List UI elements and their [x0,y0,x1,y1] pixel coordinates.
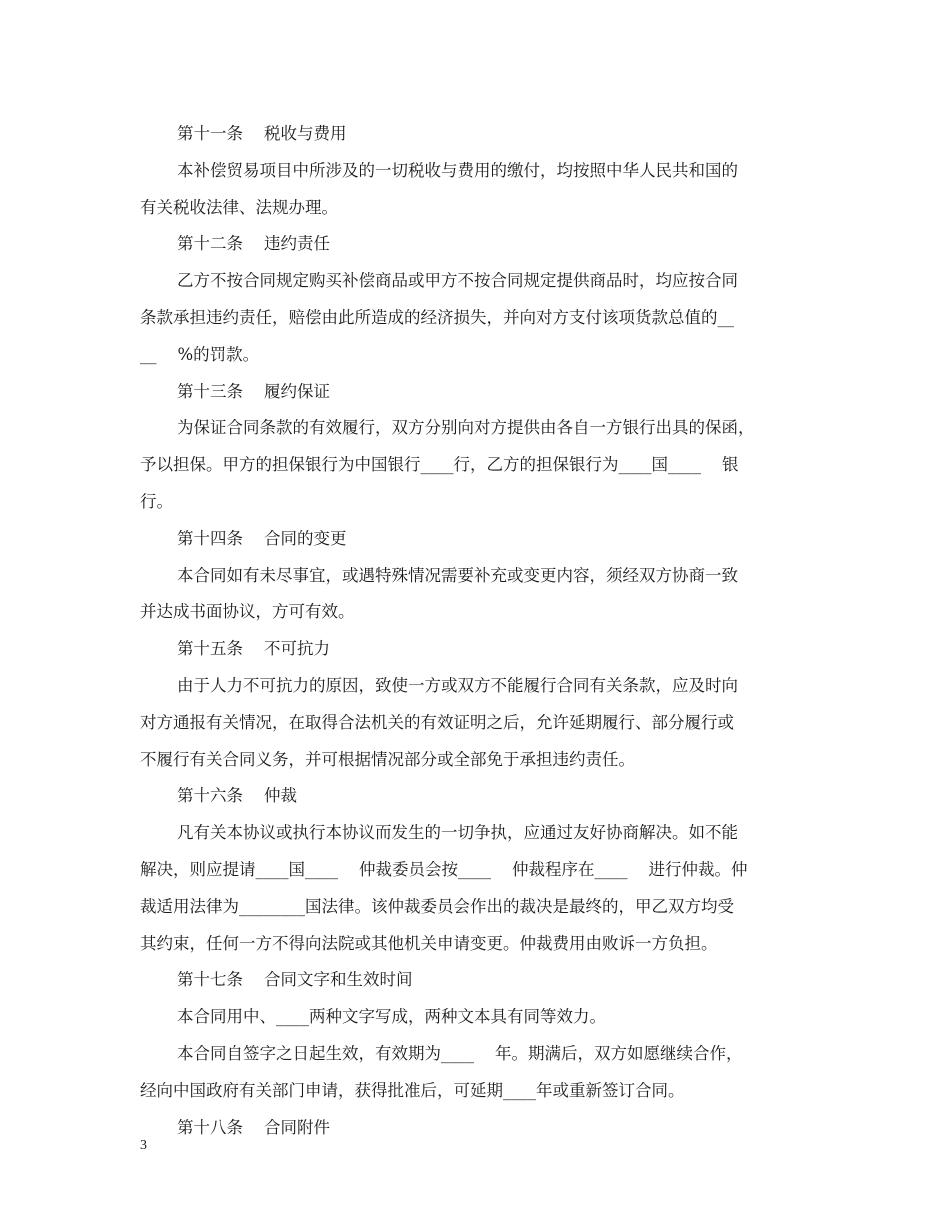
document-body [140,116,820,1146]
paragraph-line: 并达成书面协议，方可有效。 [140,602,355,622]
paragraph-line: 其约束，任何一方不得向法院或其他机关申请变更。仲裁费用由败诉一方负担。 [140,933,718,953]
paragraph-line: 本合同如有未尽事宜，或遇特殊情况需要补充或变更内容，须经双方协商一致 [177,565,738,585]
paragraph-line: 乙方不按合同规定购买补偿商品或甲方不按合同规定提供商品时，均应按合同 [177,271,738,291]
paragraph-line: 本补偿贸易项目中所涉及的一切税收与费用的缴付，均按照中华人民共和国的 [177,160,738,180]
article-16-heading: 第十六条 仲裁 [177,786,297,806]
paragraph-line: 裁适用法律为________国法律。该仲裁委员会作出的裁决是最终的，甲乙双方均受 [140,896,734,916]
paragraph-line: 由于人力不可抗力的原因，致使一方或双方不能履行合同有关条款，应及时向 [177,675,738,695]
paragraph-line: 条款承担违约责任，赔偿由此所造成的经济损失，并向对方支付该项货款总值的__ [140,307,734,327]
paragraph-line: 本合同用中、____两种文字写成，两种文本具有同等效力。 [177,1007,606,1027]
paragraph-line: 不履行有关合同义务，并可根据情况部分或全部免于承担违约责任。 [140,749,635,769]
article-18-heading: 第十八条 合同附件 [177,1117,330,1137]
paragraph-line: 有关税收法律、法规办理。 [140,197,338,217]
article-12-heading: 第十二条 违约责任 [177,234,330,254]
article-13-heading: 第十三条 履约保证 [177,381,330,401]
paragraph-line: 予以担保。甲方的担保银行为中国银行____行，乙方的担保银行为____国____ 银 [140,455,739,475]
page-number: 3 [140,1138,147,1153]
article-17-heading: 第十七条 合同文字和生效时间 [177,970,413,990]
paragraph-line: 凡有关本协议或执行本协议而发生的一切争执，应通过友好协商解决。如不能 [177,823,738,843]
article-14-heading: 第十四条 合同的变更 [177,528,347,548]
paragraph-line: 经向中国政府有关部门申请，获得批准后，可延期____年或重新签订合同。 [140,1080,685,1100]
article-15-heading: 第十五条 不可抗力 [177,639,330,659]
paragraph-line: 解决，则应提请____国____ 仲裁委员会按____ 仲裁程序在____ 进行仲裁。仲 [140,859,748,879]
article-11-heading: 第十一条 税收与费用 [177,124,347,143]
paragraph-line: 本合同自签字之日起生效，有效期为____ 年。期满后，双方如愿继续合作， [177,1043,743,1063]
paragraph-line: __ %的罚款。 [140,344,260,364]
paragraph-line: 行。 [140,491,173,511]
paragraph-line: 为保证合同条款的有效履行，双方分别向对方提供由各自一方银行出具的保函， [177,418,755,438]
paragraph-line: 对方通报有关情况，在取得合法机关的有效证明之后，允许延期履行、部分履行或 [140,712,734,732]
